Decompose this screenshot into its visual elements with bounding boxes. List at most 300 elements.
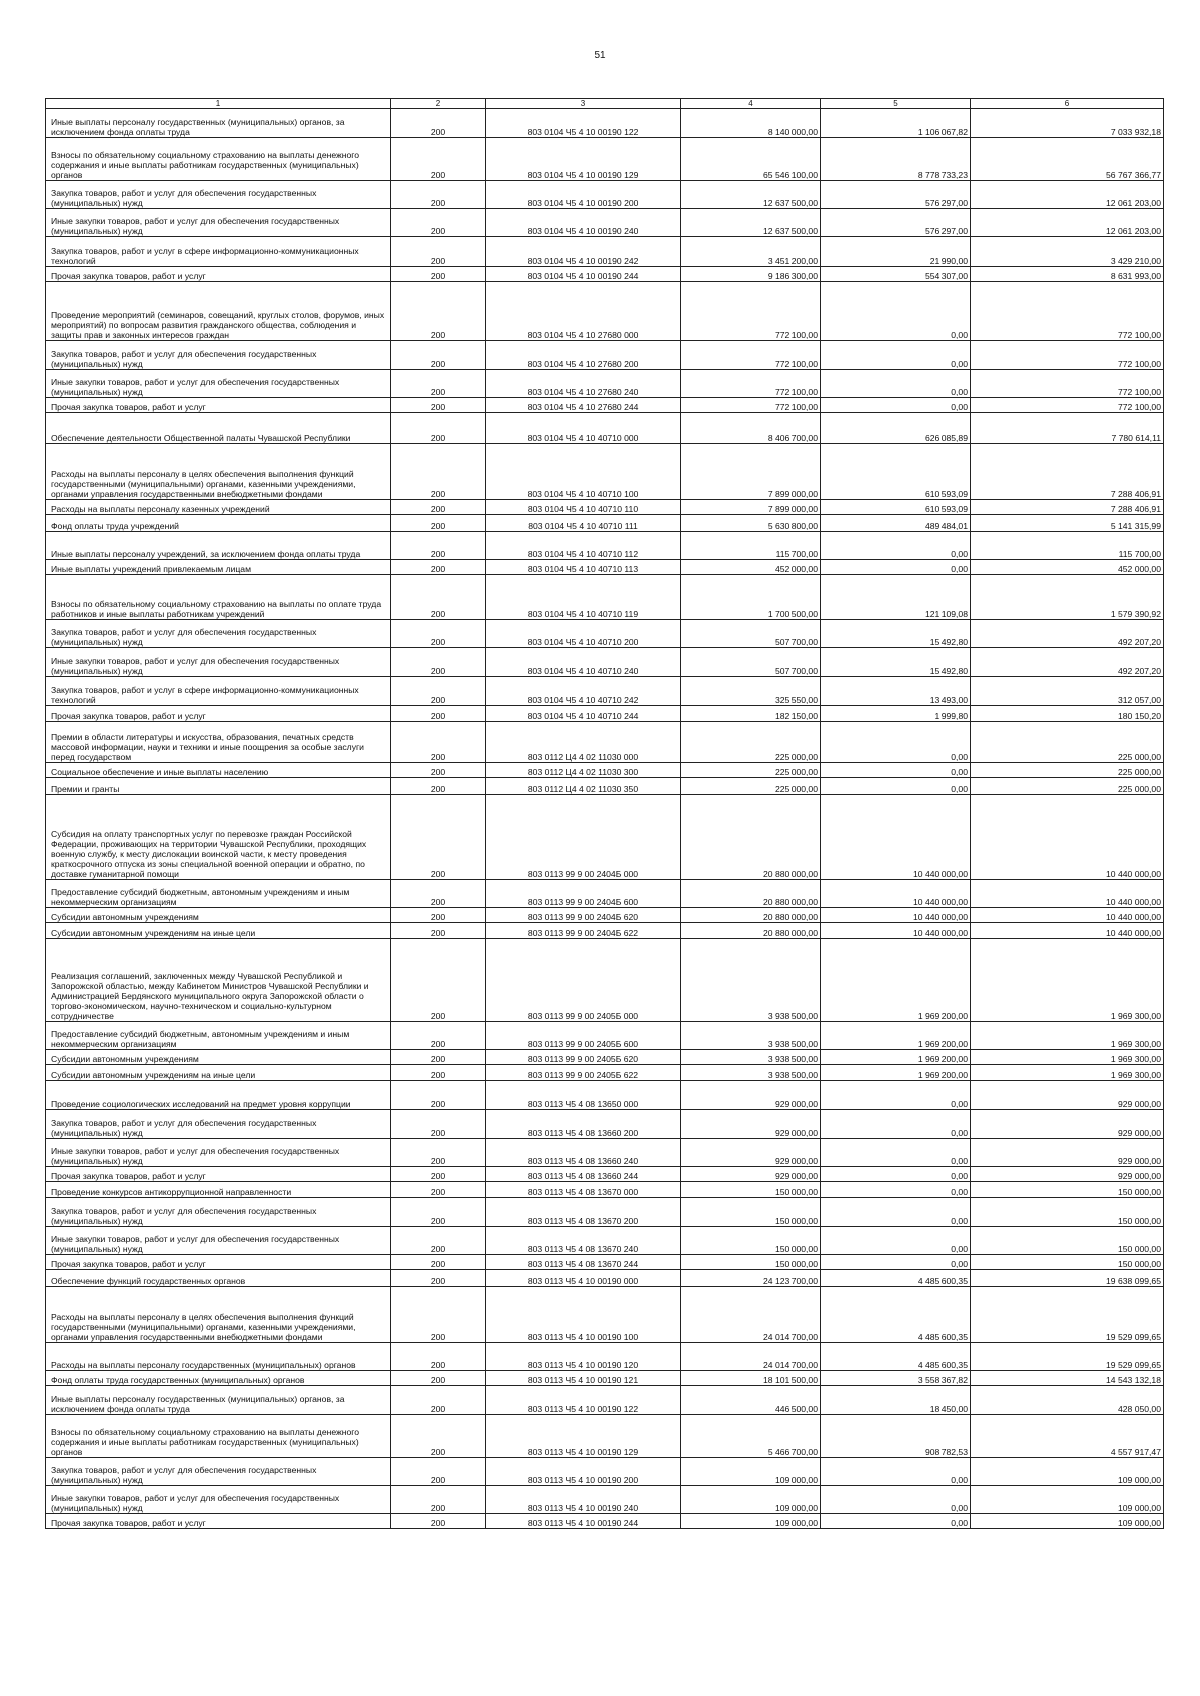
row-name-cell: Субсидия на оплату транспортных услуг по перевозке граждан Российской Федерации, проживающих на территории Чувашской Республики, проходящих военную службу, к месту дислокации воинской части, к месту проведения краткосрочного отпуска из зоны специальной военной операции и обратно, по доставке гуманитарной помощи <box>46 795 391 880</box>
row-classification-cell: 803 0113 99 9 00 2404Б 620 <box>486 908 681 923</box>
row-executed-cell: 10 440 000,00 <box>821 908 971 923</box>
row-unexecuted-cell: 150 000,00 <box>971 1182 1164 1198</box>
table-row <box>46 209 1164 237</box>
row-approved-cell: 3 451 200,00 <box>681 237 821 267</box>
row-code-cell: 200 <box>391 1386 486 1415</box>
row-unexecuted-cell: 14 543 132,18 <box>971 1371 1164 1386</box>
row-executed-cell: 0,00 <box>821 1227 971 1255</box>
row-executed-cell: 4 485 600,35 <box>821 1287 971 1343</box>
row-approved-cell: 772 100,00 <box>681 282 821 341</box>
row-approved-cell: 150 000,00 <box>681 1198 821 1227</box>
row-executed-cell: 1 969 200,00 <box>821 1065 971 1081</box>
row-code-cell: 200 <box>391 1270 486 1287</box>
row-classification-cell: 803 0104 Ч5 4 10 40710 200 <box>486 620 681 648</box>
row-name-cell: Обеспечение деятельности Общественной палаты Чувашской Республики <box>46 413 391 444</box>
row-classification-cell: 803 0113 Ч5 4 10 00190 100 <box>486 1287 681 1343</box>
table-row <box>46 1415 1164 1458</box>
table-row <box>46 939 1164 1022</box>
row-approved-cell: 225 000,00 <box>681 763 821 778</box>
row-unexecuted-cell: 7 033 932,18 <box>971 109 1164 138</box>
row-code-cell: 200 <box>391 778 486 795</box>
row-unexecuted-cell: 12 061 203,00 <box>971 181 1164 209</box>
row-approved-cell: 109 000,00 <box>681 1458 821 1486</box>
row-code-cell: 200 <box>391 138 486 181</box>
row-classification-cell: 803 0104 Ч5 4 10 40710 112 <box>486 532 681 560</box>
row-approved-cell: 115 700,00 <box>681 532 821 560</box>
row-approved-cell: 5 630 800,00 <box>681 515 821 532</box>
row-approved-cell: 20 880 000,00 <box>681 908 821 923</box>
row-approved-cell: 929 000,00 <box>681 1110 821 1139</box>
table-row <box>46 1081 1164 1110</box>
row-approved-cell: 182 150,00 <box>681 706 821 722</box>
row-classification-cell: 803 0104 Ч5 4 10 00190 242 <box>486 237 681 267</box>
table-row <box>46 923 1164 939</box>
row-name-cell: Иные выплаты учреждений привлекаемым лицам <box>46 560 391 575</box>
row-name-cell: Проведение мероприятий (семинаров, совещаний, круглых столов, форумов, иных мероприятий) по вопросам развития гражданского общества, соблюдения и защиты прав и законных интересов граждан <box>46 282 391 341</box>
column-number-row <box>46 99 1164 109</box>
table-row <box>46 722 1164 763</box>
row-code-cell: 200 <box>391 282 486 341</box>
row-name-cell: Иные закупки товаров, работ и услуг для обеспечения государственных (муниципальных) нужд <box>46 1139 391 1167</box>
row-classification-cell: 803 0104 Ч5 4 10 27680 000 <box>486 282 681 341</box>
row-classification-cell: 803 0104 Ч5 4 10 27680 240 <box>486 370 681 398</box>
table-row <box>46 181 1164 209</box>
row-approved-cell: 9 186 300,00 <box>681 267 821 282</box>
row-code-cell: 200 <box>391 706 486 722</box>
row-executed-cell: 0,00 <box>821 1458 971 1486</box>
table-row <box>46 515 1164 532</box>
row-classification-cell: 803 0112 Ц4 4 02 11030 350 <box>486 778 681 795</box>
row-approved-cell: 3 938 500,00 <box>681 1050 821 1065</box>
row-name-cell: Фонд оплаты труда государственных (муниципальных) органов <box>46 1371 391 1386</box>
row-classification-cell: 803 0113 Ч5 4 10 00190 200 <box>486 1458 681 1486</box>
row-name-cell: Предоставление субсидий бюджетным, автономным учреждениям и иным некоммерческим организациям <box>46 1022 391 1050</box>
row-approved-cell: 325 550,00 <box>681 677 821 706</box>
row-classification-cell: 803 0104 Ч5 4 10 40710 119 <box>486 575 681 620</box>
row-executed-cell: 0,00 <box>821 763 971 778</box>
row-approved-cell: 772 100,00 <box>681 370 821 398</box>
row-unexecuted-cell: 3 429 210,00 <box>971 237 1164 267</box>
row-executed-cell: 576 297,00 <box>821 181 971 209</box>
row-name-cell: Расходы на выплаты персоналу в целях обеспечения выполнения функций государственными (муниципальными) органами, казенными учреждениями, органами управления государственными внебюджетными фондами <box>46 1287 391 1343</box>
row-approved-cell: 772 100,00 <box>681 341 821 370</box>
row-name-cell: Субсидии автономным учреждениям <box>46 1050 391 1065</box>
row-code-cell: 200 <box>391 923 486 939</box>
row-name-cell: Прочая закупка товаров, работ и услуг <box>46 1167 391 1182</box>
row-classification-cell: 803 0104 Ч5 4 10 00190 240 <box>486 209 681 237</box>
row-name-cell: Иные выплаты персоналу государственных (муниципальных) органов, за исключением фонда оплаты труда <box>46 109 391 138</box>
row-unexecuted-cell: 225 000,00 <box>971 763 1164 778</box>
row-executed-cell: 0,00 <box>821 532 971 560</box>
row-code-cell: 200 <box>391 1050 486 1065</box>
row-name-cell: Иные выплаты персоналу государственных (муниципальных) органов, за исключением фонда оплаты труда <box>46 1386 391 1415</box>
row-code-cell: 200 <box>391 1343 486 1371</box>
row-classification-cell: 803 0104 Ч5 4 10 40710 242 <box>486 677 681 706</box>
table-row <box>46 341 1164 370</box>
row-unexecuted-cell: 12 061 203,00 <box>971 209 1164 237</box>
row-executed-cell: 0,00 <box>821 1139 971 1167</box>
row-unexecuted-cell: 19 529 099,65 <box>971 1343 1164 1371</box>
row-code-cell: 200 <box>391 795 486 880</box>
row-unexecuted-cell: 1 969 300,00 <box>971 1022 1164 1050</box>
row-approved-cell: 507 700,00 <box>681 648 821 677</box>
row-executed-cell: 15 492,80 <box>821 620 971 648</box>
row-approved-cell: 24 123 700,00 <box>681 1270 821 1287</box>
table-row <box>46 398 1164 413</box>
row-approved-cell: 20 880 000,00 <box>681 923 821 939</box>
row-approved-cell: 929 000,00 <box>681 1167 821 1182</box>
row-unexecuted-cell: 492 207,20 <box>971 648 1164 677</box>
row-code-cell: 200 <box>391 560 486 575</box>
row-executed-cell: 0,00 <box>821 1255 971 1270</box>
row-unexecuted-cell: 225 000,00 <box>971 722 1164 763</box>
table-row <box>46 1182 1164 1198</box>
row-executed-cell: 10 440 000,00 <box>821 923 971 939</box>
row-code-cell: 200 <box>391 1022 486 1050</box>
row-classification-cell: 803 0104 Ч5 4 10 40710 000 <box>486 413 681 444</box>
row-name-cell: Расходы на выплаты персоналу государственных (муниципальных) органов <box>46 1343 391 1371</box>
row-code-cell: 200 <box>391 908 486 923</box>
row-classification-cell: 803 0113 99 9 00 2405Б 000 <box>486 939 681 1022</box>
row-code-cell: 200 <box>391 1110 486 1139</box>
row-approved-cell: 8 140 000,00 <box>681 109 821 138</box>
row-approved-cell: 452 000,00 <box>681 560 821 575</box>
row-classification-cell: 803 0104 Ч5 4 10 00190 200 <box>486 181 681 209</box>
row-name-cell: Иные закупки товаров, работ и услуг для обеспечения государственных (муниципальных) нужд <box>46 209 391 237</box>
column-header: 6 <box>971 99 1164 109</box>
row-approved-cell: 20 880 000,00 <box>681 880 821 908</box>
row-executed-cell: 0,00 <box>821 370 971 398</box>
table-row <box>46 880 1164 908</box>
row-code-cell: 200 <box>391 1371 486 1386</box>
row-classification-cell: 803 0104 Ч5 4 10 27680 244 <box>486 398 681 413</box>
row-code-cell: 200 <box>391 267 486 282</box>
row-classification-cell: 803 0113 Ч5 4 08 13660 240 <box>486 1139 681 1167</box>
row-classification-cell: 803 0104 Ч5 4 10 40710 240 <box>486 648 681 677</box>
row-code-cell: 200 <box>391 1287 486 1343</box>
row-name-cell: Закупка товаров, работ и услуг для обеспечения государственных (муниципальных) нужд <box>46 181 391 209</box>
row-code-cell: 200 <box>391 532 486 560</box>
row-executed-cell: 1 999,80 <box>821 706 971 722</box>
row-approved-cell: 65 546 100,00 <box>681 138 821 181</box>
row-name-cell: Закупка товаров, работ и услуг в сфере информационно-коммуникационных технологий <box>46 677 391 706</box>
row-executed-cell: 15 492,80 <box>821 648 971 677</box>
row-name-cell: Социальное обеспечение и иные выплаты населению <box>46 763 391 778</box>
column-header: 4 <box>681 99 821 109</box>
row-unexecuted-cell: 772 100,00 <box>971 370 1164 398</box>
table-row <box>46 1486 1164 1514</box>
row-classification-cell: 803 0104 Ч5 4 10 40710 110 <box>486 500 681 515</box>
row-name-cell: Расходы на выплаты персоналу казенных учреждений <box>46 500 391 515</box>
row-unexecuted-cell: 109 000,00 <box>971 1514 1164 1529</box>
row-unexecuted-cell: 150 000,00 <box>971 1198 1164 1227</box>
row-approved-cell: 24 014 700,00 <box>681 1343 821 1371</box>
row-code-cell: 200 <box>391 677 486 706</box>
row-code-cell: 200 <box>391 1415 486 1458</box>
row-code-cell: 200 <box>391 398 486 413</box>
row-classification-cell: 803 0104 Ч5 4 10 27680 200 <box>486 341 681 370</box>
row-unexecuted-cell: 150 000,00 <box>971 1255 1164 1270</box>
table-row <box>46 532 1164 560</box>
table-row <box>46 1287 1164 1343</box>
row-classification-cell: 803 0104 Ч5 4 10 00190 129 <box>486 138 681 181</box>
row-classification-cell: 803 0104 Ч5 4 10 40710 100 <box>486 444 681 500</box>
table-row <box>46 500 1164 515</box>
row-approved-cell: 109 000,00 <box>681 1486 821 1514</box>
row-executed-cell: 0,00 <box>821 722 971 763</box>
row-name-cell: Субсидии автономным учреждениям на иные цели <box>46 1065 391 1081</box>
table-row <box>46 575 1164 620</box>
row-code-cell: 200 <box>391 370 486 398</box>
table-row <box>46 1386 1164 1415</box>
row-name-cell: Премии и гранты <box>46 778 391 795</box>
row-approved-cell: 109 000,00 <box>681 1514 821 1529</box>
table-row <box>46 1198 1164 1227</box>
table-row <box>46 413 1164 444</box>
row-classification-cell: 803 0113 Ч5 4 10 00190 240 <box>486 1486 681 1514</box>
row-code-cell: 200 <box>391 413 486 444</box>
row-executed-cell: 0,00 <box>821 341 971 370</box>
row-unexecuted-cell: 109 000,00 <box>971 1486 1164 1514</box>
row-unexecuted-cell: 7 288 406,91 <box>971 500 1164 515</box>
row-classification-cell: 803 0113 99 9 00 2405Б 620 <box>486 1050 681 1065</box>
row-classification-cell: 803 0104 Ч5 4 10 40710 244 <box>486 706 681 722</box>
row-code-cell: 200 <box>391 575 486 620</box>
row-classification-cell: 803 0104 Ч5 4 10 00190 122 <box>486 109 681 138</box>
row-unexecuted-cell: 428 050,00 <box>971 1386 1164 1415</box>
row-approved-cell: 7 899 000,00 <box>681 500 821 515</box>
row-executed-cell: 626 085,89 <box>821 413 971 444</box>
row-code-cell: 200 <box>391 880 486 908</box>
row-executed-cell: 610 593,09 <box>821 500 971 515</box>
row-unexecuted-cell: 929 000,00 <box>971 1139 1164 1167</box>
row-name-cell: Закупка товаров, работ и услуг для обеспечения государственных (муниципальных) нужд <box>46 1110 391 1139</box>
row-executed-cell: 489 484,01 <box>821 515 971 532</box>
row-unexecuted-cell: 929 000,00 <box>971 1110 1164 1139</box>
row-approved-cell: 1 700 500,00 <box>681 575 821 620</box>
row-unexecuted-cell: 1 969 300,00 <box>971 939 1164 1022</box>
row-approved-cell: 150 000,00 <box>681 1182 821 1198</box>
row-executed-cell: 1 969 200,00 <box>821 1050 971 1065</box>
row-code-cell: 200 <box>391 209 486 237</box>
row-executed-cell: 0,00 <box>821 282 971 341</box>
row-approved-cell: 3 938 500,00 <box>681 1065 821 1081</box>
table-row <box>46 560 1164 575</box>
row-name-cell: Взносы по обязательному социальному страхованию на выплаты денежного содержания и иные выплаты работникам государственных (муниципальных) органов <box>46 138 391 181</box>
row-executed-cell: 0,00 <box>821 1167 971 1182</box>
row-name-cell: Расходы на выплаты персоналу в целях обеспечения выполнения функций государственными (муниципальными) органами, казенными учреждениями, органами управления государственными внебюджетными фондами <box>46 444 391 500</box>
row-approved-cell: 225 000,00 <box>681 722 821 763</box>
row-executed-cell: 1 969 200,00 <box>821 1022 971 1050</box>
row-code-cell: 200 <box>391 1486 486 1514</box>
row-code-cell: 200 <box>391 500 486 515</box>
row-name-cell: Прочая закупка товаров, работ и услуг <box>46 1514 391 1529</box>
row-classification-cell: 803 0104 Ч5 4 10 40710 111 <box>486 515 681 532</box>
row-code-cell: 200 <box>391 648 486 677</box>
row-classification-cell: 803 0113 99 9 00 2405Б 600 <box>486 1022 681 1050</box>
row-executed-cell: 554 307,00 <box>821 267 971 282</box>
row-classification-cell: 803 0113 Ч5 4 10 00190 120 <box>486 1343 681 1371</box>
row-name-cell: Предоставление субсидий бюджетным, автономным учреждениям и иным некоммерческим организациям <box>46 880 391 908</box>
row-name-cell: Закупка товаров, работ и услуг для обеспечения государственных (муниципальных) нужд <box>46 341 391 370</box>
row-approved-cell: 7 899 000,00 <box>681 444 821 500</box>
table-row <box>46 1371 1164 1386</box>
table-row <box>46 267 1164 282</box>
row-name-cell: Закупка товаров, работ и услуг для обеспечения государственных (муниципальных) нужд <box>46 1458 391 1486</box>
row-code-cell: 200 <box>391 620 486 648</box>
row-name-cell: Взносы по обязательному социальному страхованию на выплаты денежного содержания и иные выплаты работникам государственных (муниципальных) органов <box>46 1415 391 1458</box>
row-executed-cell: 0,00 <box>821 1110 971 1139</box>
row-unexecuted-cell: 10 440 000,00 <box>971 880 1164 908</box>
row-unexecuted-cell: 115 700,00 <box>971 532 1164 560</box>
row-name-cell: Прочая закупка товаров, работ и услуг <box>46 267 391 282</box>
table-row <box>46 677 1164 706</box>
row-executed-cell: 1 969 200,00 <box>821 939 971 1022</box>
row-executed-cell: 21 990,00 <box>821 237 971 267</box>
row-classification-cell: 803 0112 Ц4 4 02 11030 000 <box>486 722 681 763</box>
row-executed-cell: 0,00 <box>821 560 971 575</box>
table-row <box>46 370 1164 398</box>
row-name-cell: Прочая закупка товаров, работ и услуг <box>46 1255 391 1270</box>
row-classification-cell: 803 0112 Ц4 4 02 11030 300 <box>486 763 681 778</box>
row-unexecuted-cell: 772 100,00 <box>971 282 1164 341</box>
table-row <box>46 1227 1164 1255</box>
row-name-cell: Закупка товаров, работ и услуг для обеспечения государственных (муниципальных) нужд <box>46 620 391 648</box>
row-executed-cell: 4 485 600,35 <box>821 1343 971 1371</box>
table-row <box>46 1255 1164 1270</box>
row-approved-cell: 12 637 500,00 <box>681 181 821 209</box>
row-code-cell: 200 <box>391 939 486 1022</box>
table-row <box>46 109 1164 138</box>
row-classification-cell: 803 0113 99 9 00 2404Б 600 <box>486 880 681 908</box>
row-executed-cell: 13 493,00 <box>821 677 971 706</box>
row-approved-cell: 8 406 700,00 <box>681 413 821 444</box>
table-row <box>46 1514 1164 1529</box>
table-row <box>46 1139 1164 1167</box>
row-code-cell: 200 <box>391 1458 486 1486</box>
row-code-cell: 200 <box>391 1167 486 1182</box>
row-unexecuted-cell: 929 000,00 <box>971 1167 1164 1182</box>
table-header <box>46 99 1164 109</box>
row-approved-cell: 929 000,00 <box>681 1081 821 1110</box>
row-unexecuted-cell: 1 969 300,00 <box>971 1065 1164 1081</box>
row-classification-cell: 803 0113 Ч5 4 08 13670 240 <box>486 1227 681 1255</box>
table-row <box>46 795 1164 880</box>
row-approved-cell: 5 466 700,00 <box>681 1415 821 1458</box>
row-executed-cell: 10 440 000,00 <box>821 880 971 908</box>
row-classification-cell: 803 0113 Ч5 4 08 13670 244 <box>486 1255 681 1270</box>
row-unexecuted-cell: 452 000,00 <box>971 560 1164 575</box>
row-classification-cell: 803 0113 Ч5 4 10 00190 000 <box>486 1270 681 1287</box>
table-row <box>46 1050 1164 1065</box>
row-executed-cell: 610 593,09 <box>821 444 971 500</box>
table-row <box>46 648 1164 677</box>
row-name-cell: Закупка товаров, работ и услуг для обеспечения государственных (муниципальных) нужд <box>46 1198 391 1227</box>
row-name-cell: Иные закупки товаров, работ и услуг для обеспечения государственных (муниципальных) нужд <box>46 648 391 677</box>
row-code-cell: 200 <box>391 1182 486 1198</box>
budget-execution-table <box>45 98 1164 1529</box>
row-executed-cell: 8 778 733,23 <box>821 138 971 181</box>
table-row <box>46 1110 1164 1139</box>
row-classification-cell: 803 0113 99 9 00 2405Б 622 <box>486 1065 681 1081</box>
row-approved-cell: 446 500,00 <box>681 1386 821 1415</box>
row-name-cell: Обеспечение функций государственных органов <box>46 1270 391 1287</box>
table-row <box>46 620 1164 648</box>
row-executed-cell: 0,00 <box>821 1081 971 1110</box>
row-unexecuted-cell: 5 141 315,99 <box>971 515 1164 532</box>
row-executed-cell: 0,00 <box>821 1198 971 1227</box>
row-unexecuted-cell: 225 000,00 <box>971 778 1164 795</box>
table-row <box>46 444 1164 500</box>
row-unexecuted-cell: 150 000,00 <box>971 1227 1164 1255</box>
row-executed-cell: 121 109,08 <box>821 575 971 620</box>
table-row <box>46 706 1164 722</box>
row-classification-cell: 803 0113 Ч5 4 10 00190 121 <box>486 1371 681 1386</box>
row-code-cell: 200 <box>391 763 486 778</box>
row-code-cell: 200 <box>391 1514 486 1529</box>
row-name-cell: Реализация соглашений, заключенных между Чувашской Республикой и Запорожской областью, между Кабинетом Министров Чувашской Республики и Администрацией Бердянского муниципального округа Запорожской области о торгово-экономическом, научно-техническом и социально-культурном сотрудничестве <box>46 939 391 1022</box>
row-executed-cell: 1 106 067,82 <box>821 109 971 138</box>
row-classification-cell: 803 0113 Ч5 4 08 13650 000 <box>486 1081 681 1110</box>
row-code-cell: 200 <box>391 722 486 763</box>
table-row <box>46 1167 1164 1182</box>
row-code-cell: 200 <box>391 1139 486 1167</box>
row-name-cell: Прочая закупка товаров, работ и услуг <box>46 398 391 413</box>
row-approved-cell: 20 880 000,00 <box>681 795 821 880</box>
row-classification-cell: 803 0113 Ч5 4 10 00190 244 <box>486 1514 681 1529</box>
row-name-cell: Иные выплаты персоналу учреждений, за исключением фонда оплаты труда <box>46 532 391 560</box>
row-approved-cell: 225 000,00 <box>681 778 821 795</box>
row-unexecuted-cell: 492 207,20 <box>971 620 1164 648</box>
row-code-cell: 200 <box>391 1065 486 1081</box>
row-classification-cell: 803 0104 Ч5 4 10 40710 113 <box>486 560 681 575</box>
column-header: 2 <box>391 99 486 109</box>
column-header: 5 <box>821 99 971 109</box>
row-unexecuted-cell: 772 100,00 <box>971 398 1164 413</box>
row-name-cell: Субсидии автономным учреждениям на иные цели <box>46 923 391 939</box>
row-name-cell: Взносы по обязательному социальному страхованию на выплаты по оплате труда работников и иные выплаты работникам учреждений <box>46 575 391 620</box>
row-approved-cell: 12 637 500,00 <box>681 209 821 237</box>
row-classification-cell: 803 0113 Ч5 4 08 13670 000 <box>486 1182 681 1198</box>
row-executed-cell: 576 297,00 <box>821 209 971 237</box>
row-unexecuted-cell: 1 969 300,00 <box>971 1050 1164 1065</box>
table-body <box>46 109 1164 1529</box>
row-unexecuted-cell: 19 529 099,65 <box>971 1287 1164 1343</box>
row-name-cell: Премии в области литературы и искусства, образования, печатных средств массовой информации, науки и техники и иные поощрения за особые заслуги перед государством <box>46 722 391 763</box>
row-approved-cell: 3 938 500,00 <box>681 1022 821 1050</box>
row-executed-cell: 0,00 <box>821 1182 971 1198</box>
row-executed-cell: 4 485 600,35 <box>821 1270 971 1287</box>
row-classification-cell: 803 0113 Ч5 4 08 13660 244 <box>486 1167 681 1182</box>
row-classification-cell: 803 0113 99 9 00 2404Б 000 <box>486 795 681 880</box>
row-name-cell: Проведение социологических исследований на предмет уровня коррупции <box>46 1081 391 1110</box>
table-row <box>46 763 1164 778</box>
table-row <box>46 282 1164 341</box>
row-executed-cell: 0,00 <box>821 1514 971 1529</box>
row-executed-cell: 3 558 367,82 <box>821 1371 971 1386</box>
page-number: 51 <box>594 50 606 61</box>
table-row <box>46 1270 1164 1287</box>
row-unexecuted-cell: 4 557 917,47 <box>971 1415 1164 1458</box>
row-code-cell: 200 <box>391 1081 486 1110</box>
row-executed-cell: 908 782,53 <box>821 1415 971 1458</box>
row-unexecuted-cell: 7 780 614,11 <box>971 413 1164 444</box>
row-unexecuted-cell: 312 057,00 <box>971 677 1164 706</box>
row-code-cell: 200 <box>391 515 486 532</box>
row-approved-cell: 150 000,00 <box>681 1255 821 1270</box>
row-unexecuted-cell: 7 288 406,91 <box>971 444 1164 500</box>
table-row <box>46 908 1164 923</box>
